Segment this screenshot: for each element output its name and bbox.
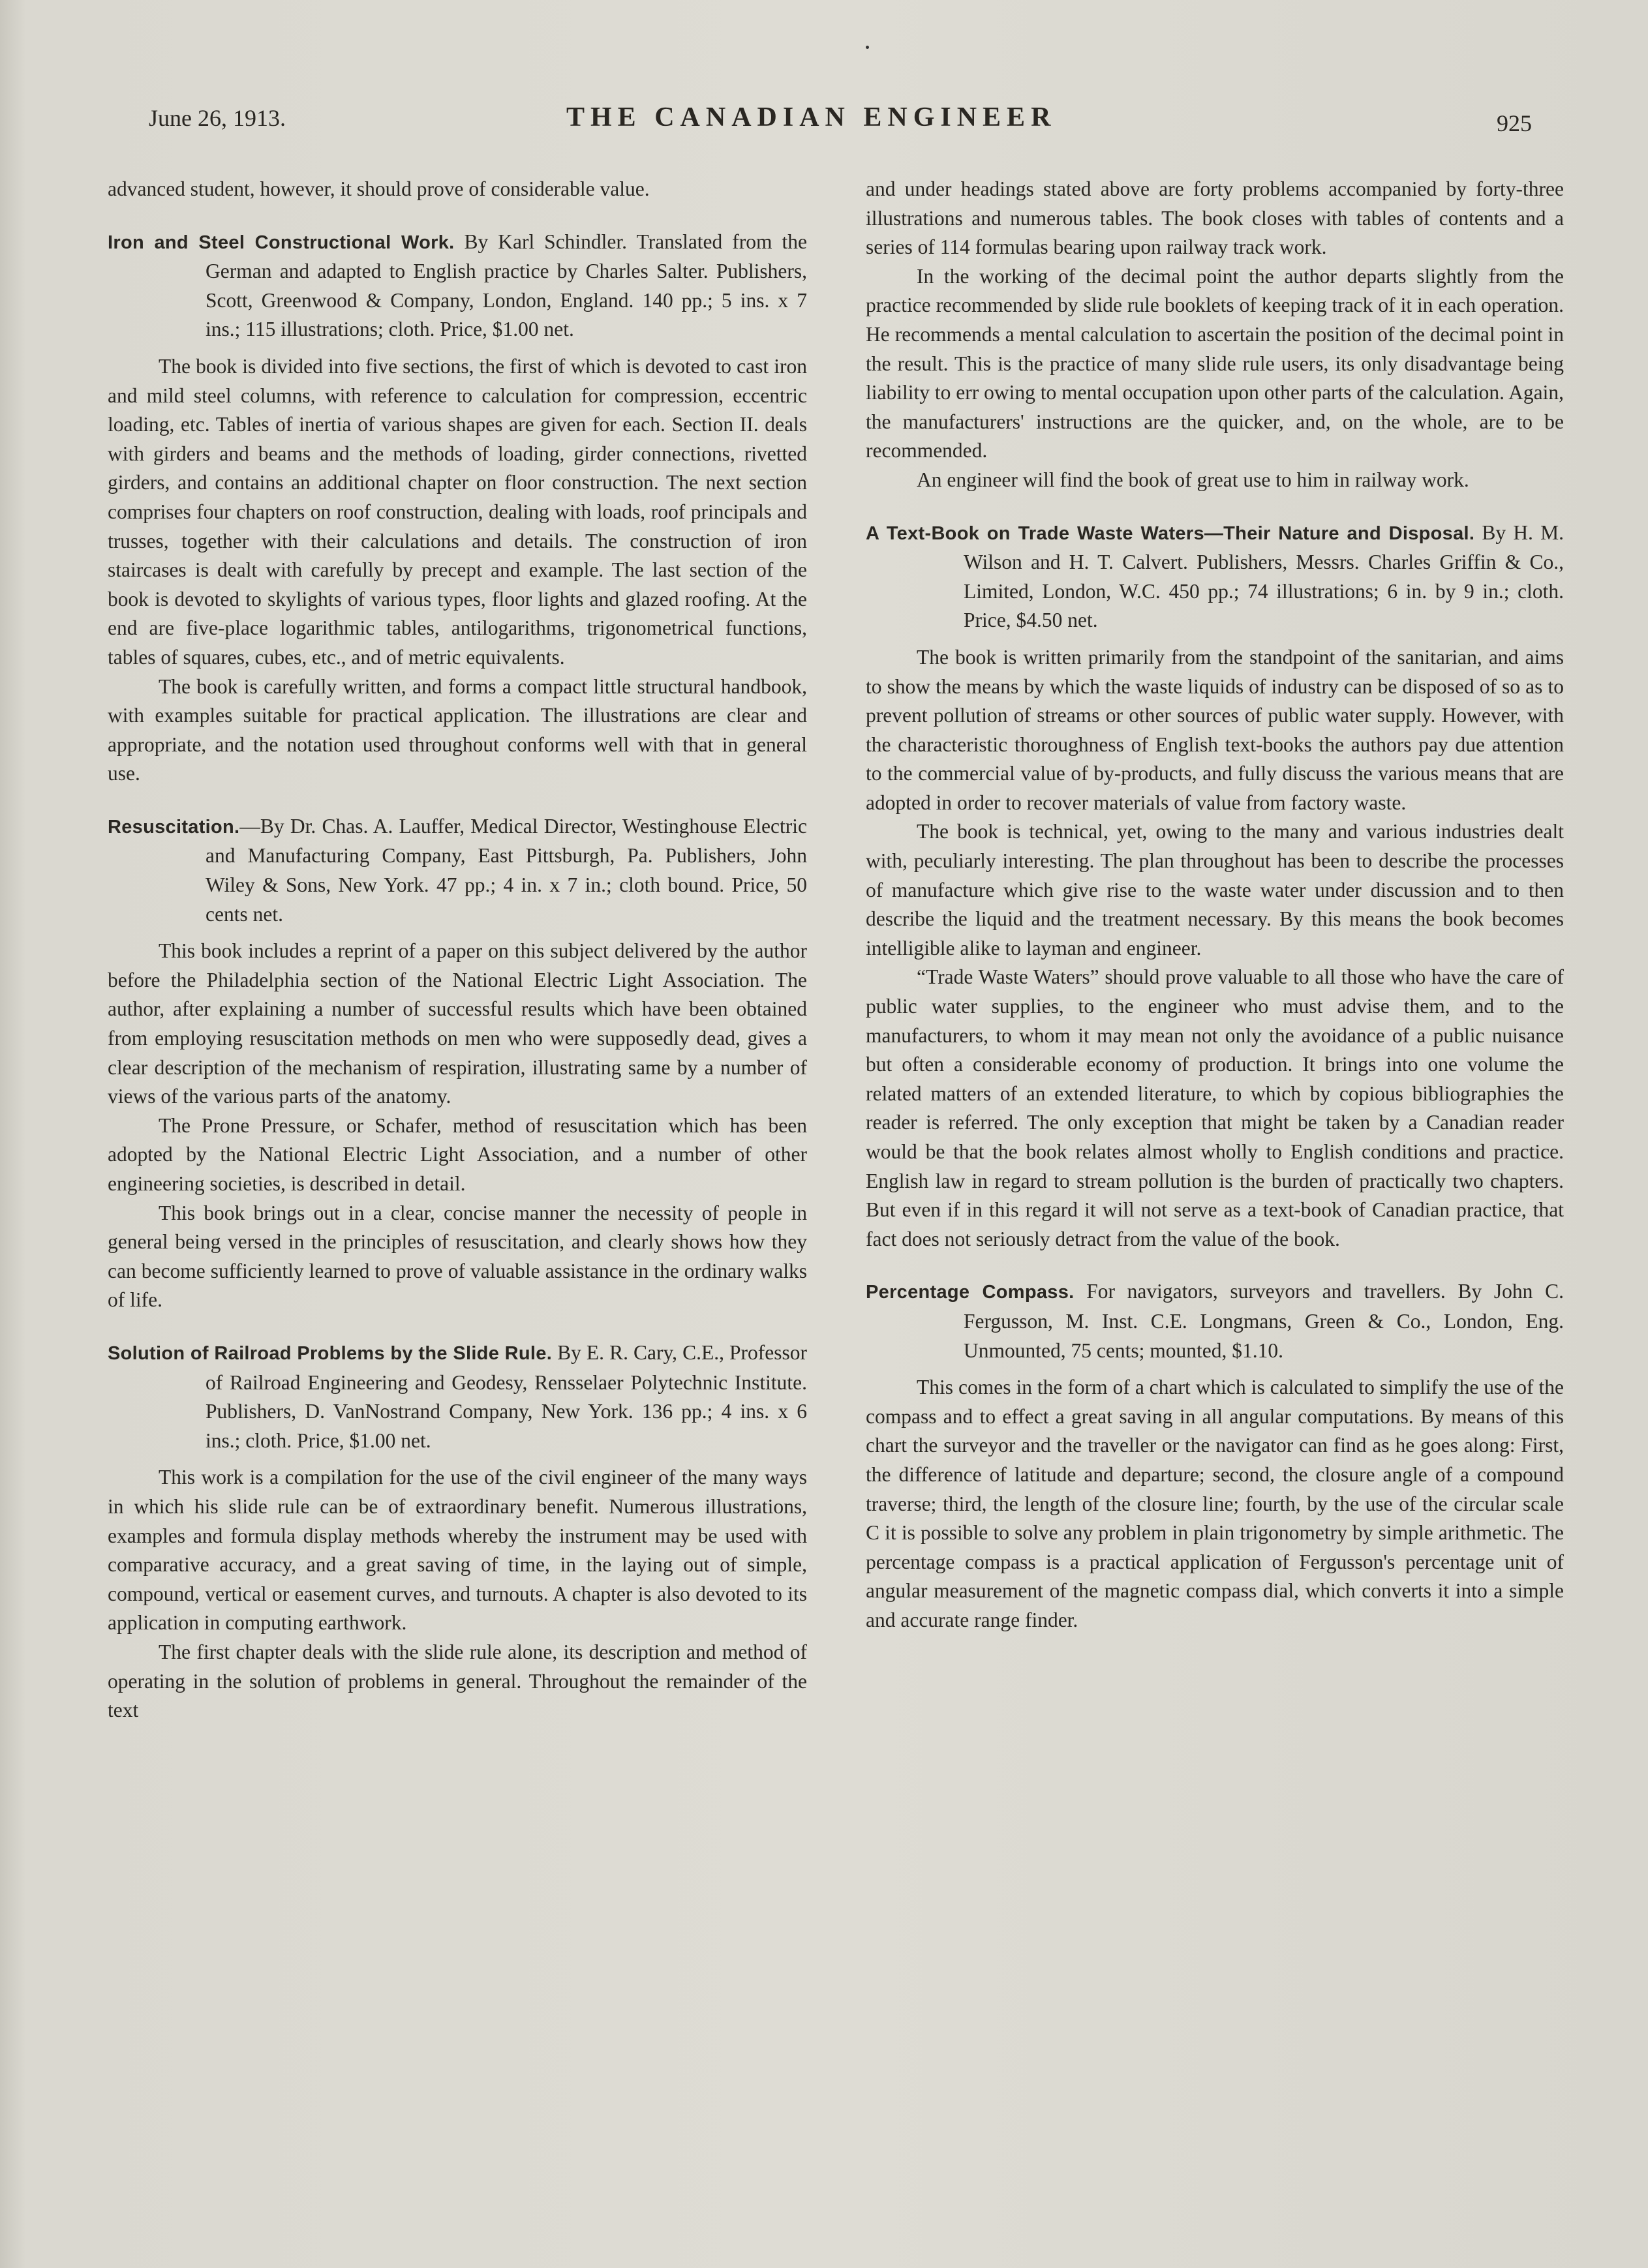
- review-details: For navigators, surveyors and travellers. By John C. Fergusson, M. Inst. C.E. Longmans, Green & Co., London, Eng. Unmounted, 75 cents; mounted, $1.10.: [964, 1280, 1564, 1362]
- review-heading: [866, 519, 1564, 635]
- paragraph: The book is technical, yet, owing to the many and various industries dealt with, peculiarly interesting. The plan throughout has been to describe the processes of manufacture which give rise to the waste water under discussion and to then describe the liquid and the treatment necessary. By this means the book becomes intelligible alike to layman and engineer.: [866, 820, 1564, 960]
- intro-paragraph: advanced student, however, it should prove of considerable value.: [108, 177, 650, 200]
- paragraph: The book is carefully written, and forms a compact little structural handbook, with examples suitable for practical application. The illustrations are clear and appropriate, and the notation used throughout conforms well with that in general use.: [108, 674, 807, 785]
- paragraph: The Prone Pressure, or Schafer, method of resuscitation which has been adopted by the National Electric Light Association, and a number of other engineering societies, is described in detail.: [108, 1113, 807, 1195]
- paragraph: An engineer will find the book of great use to him in railway work.: [917, 468, 1469, 491]
- running-header: [0, 98, 1648, 137]
- paragraph: The book is divided into five sections, the first of which is devoted to cast iron and mild steel columns, with reference to calculation for compression, eccentric loading, etc. Tables of inertia of various shapes are given for each. Section II. deals with girders and beams and the methods of loading, girder connections, rivetted girders, and contains an additional chapter on floor construction. The next section comprises four chapters on roof construction, dealing with loads, roof principals and trusses, together with their calculations and details. The construction of iron staircases is dealt with carefully by precept and example. The last section of the book is devoted to skylights of various types, floor lights and glazed roofing. At the end are five-place logarithmic tables, antilogarithms, trigonometrical functions, tables of squares, cubes, etc., and of metric equivalents.: [108, 354, 807, 669]
- paragraph: “Trade Waste Waters” should prove valuable to all those who have the care of public water supplies, to the engineer who must advise them, and to the manufacturers, to whom it may mean not only the avoidance of a public nuisance but often a considerable economy of production. It brings into one volume the related matters of an extended literature, to which by copious bibliographies the reader is referred. The only exception that might be taken by a Canadian reader would be that the book relates almost wholly to English conditions and practice. English law in regard to stream pollution is the burden of practically two chapters. But even if in this regard it will not serve as a text-book of Canadian practice, that fact does not seriously detract from the value of the book.: [866, 965, 1564, 1250]
- left-column: [108, 175, 807, 1725]
- paragraph: In the working of the decimal point the author departs slightly from the practice recommended by slide rule booklets of keeping track of it in each operation. He recommends a mental calculation to ascertain the position of the decimal point in the result. This is the practice of many slide rule users, its only disadvantage being liability to err owing to mental occupation upon other parts of the calculation. Again, the manufacturers' instructions are the quicker, and, on the whole, are to be recommended.: [866, 264, 1564, 462]
- paragraph: This book brings out in a clear, concise manner the necessity of people in general being versed in the principles of resuscitation, and clearly shows how they can become sufficiently learned to prove of valuable assistance in the ordinary walks of life.: [108, 1201, 807, 1312]
- paragraph: This comes in the form of a chart which is calculated to simplify the use of the compass and to effect a great saving in all angular computations. By means of this chart the surveyor and the traveller or the navigator can find as he goes along: First, the difference of latitude and departure; second, the closure angle of a compound traverse; third, the length of the closure line; fourth, by the use of the circular scale C it is possible to solve any problem in plain trigonometry by simple arithmetic. The percentage compass is a practical application of Fergusson's percentage unit of angular measurement of the magnetic compass dial, which converts it into a simple and accurate range finder.: [866, 1376, 1564, 1631]
- paragraph: The book is written primarily from the standpoint of the sanitarian, and aims to show the means by which the waste liquids of industry can be disposed of so as to prevent pollution of streams or other sources of public water supply. However, with the characteristic thoroughness of English text-books the authors pay due attention to the commercial value of by-products, and fully discuss the various means that are adopted in order to recover materials of value from factory waste.: [866, 645, 1564, 814]
- review-heading: [866, 1277, 1564, 1365]
- review-title: Percentage Compass.: [866, 1282, 1075, 1303]
- review-heading: [108, 1338, 807, 1455]
- journal-title: THE CANADIAN ENGINEER: [566, 102, 1057, 132]
- page-mark: [866, 46, 869, 49]
- review-details: By Karl Schindler. Translated from the German and adapted to English practice by Charles Salter. Publishers, Scott, Greenwood & Company, London, England. 140 pp.; 5 ins. x 7 ins.; 115 illustrations; cloth. Price, $1.00 net.: [206, 230, 807, 341]
- review-title: A Text-Book on Trade Waste Waters—Their Nature and Disposal.: [866, 522, 1475, 544]
- review-title: Resuscitation.: [108, 816, 240, 838]
- issue-date: June 26, 1913.: [149, 105, 286, 131]
- continuation-paragraph: and under headings stated above are forty problems accompanied by forty-three illustrations and numerous tables. The book closes with tables of contents and a series of 114 formulas bearing upon railway track work.: [866, 177, 1564, 259]
- review-details: By H. M. Wilson and H. T. Calvert. Publishers, Messrs. Charles Griffin & Co., Limited, London, W.C. 450 pp.; 74 illustrations; 6 in. by 9 in.; cloth. Price, $4.50 net.: [964, 521, 1564, 632]
- paragraph: This work is a compilation for the use of the civil engineer of the many ways in which his slide rule can be of extraordinary benefit. Numerous illustrations, examples and formula display methods whereby the instrument may be used with comparative accuracy, and a great saving of time, in the laying out of simple, compound, vertical or easement curves, and turnouts. A chapter is also devoted to its application in computing earthwork.: [108, 1466, 807, 1635]
- review-details: By E. R. Cary, C.E., Professor of Railroad Engineering and Geodesy, Rensselaer Polytechnic Institute. Publishers, D. VanNostrand Company, New York. 136 pp.; 4 ins. x 6 ins.; cloth. Price, $1.00 net.: [206, 1340, 808, 1452]
- review-title: Solution of Railroad Problems by the Slide Rule.: [108, 1342, 553, 1364]
- review-details: —By Dr. Chas. A. Lauffer, Medical Director, Westinghouse Electric and Manufacturing Company, East Pittsburgh, Pa. Publishers, John Wiley & Sons, New York. 47 pp.; 4 in. x 7 in.; cloth bound. Price, 50 cents net.: [206, 814, 807, 926]
- right-column: [866, 175, 1564, 1635]
- paragraph: The first chapter deals with the slide rule alone, its description and method of operating in the solution of problems in general. Throughout the remainder of the text: [108, 1640, 807, 1722]
- review-heading: [108, 812, 807, 929]
- review-title: Iron and Steel Constructional Work.: [108, 232, 455, 253]
- review-heading: [108, 228, 807, 344]
- page-number: 925: [1497, 110, 1532, 136]
- paragraph: This book includes a reprint of a paper on this subject delivered by the author before the Philadelphia section of the National Electric Light Association. The author, after explaining a number of successful results which have been obtained from employing resuscitation methods on men who were supposedly dead, gives a clear description of the mechanism of respiration, illustrating same by a number of views of the various parts of the anatomy.: [108, 939, 807, 1108]
